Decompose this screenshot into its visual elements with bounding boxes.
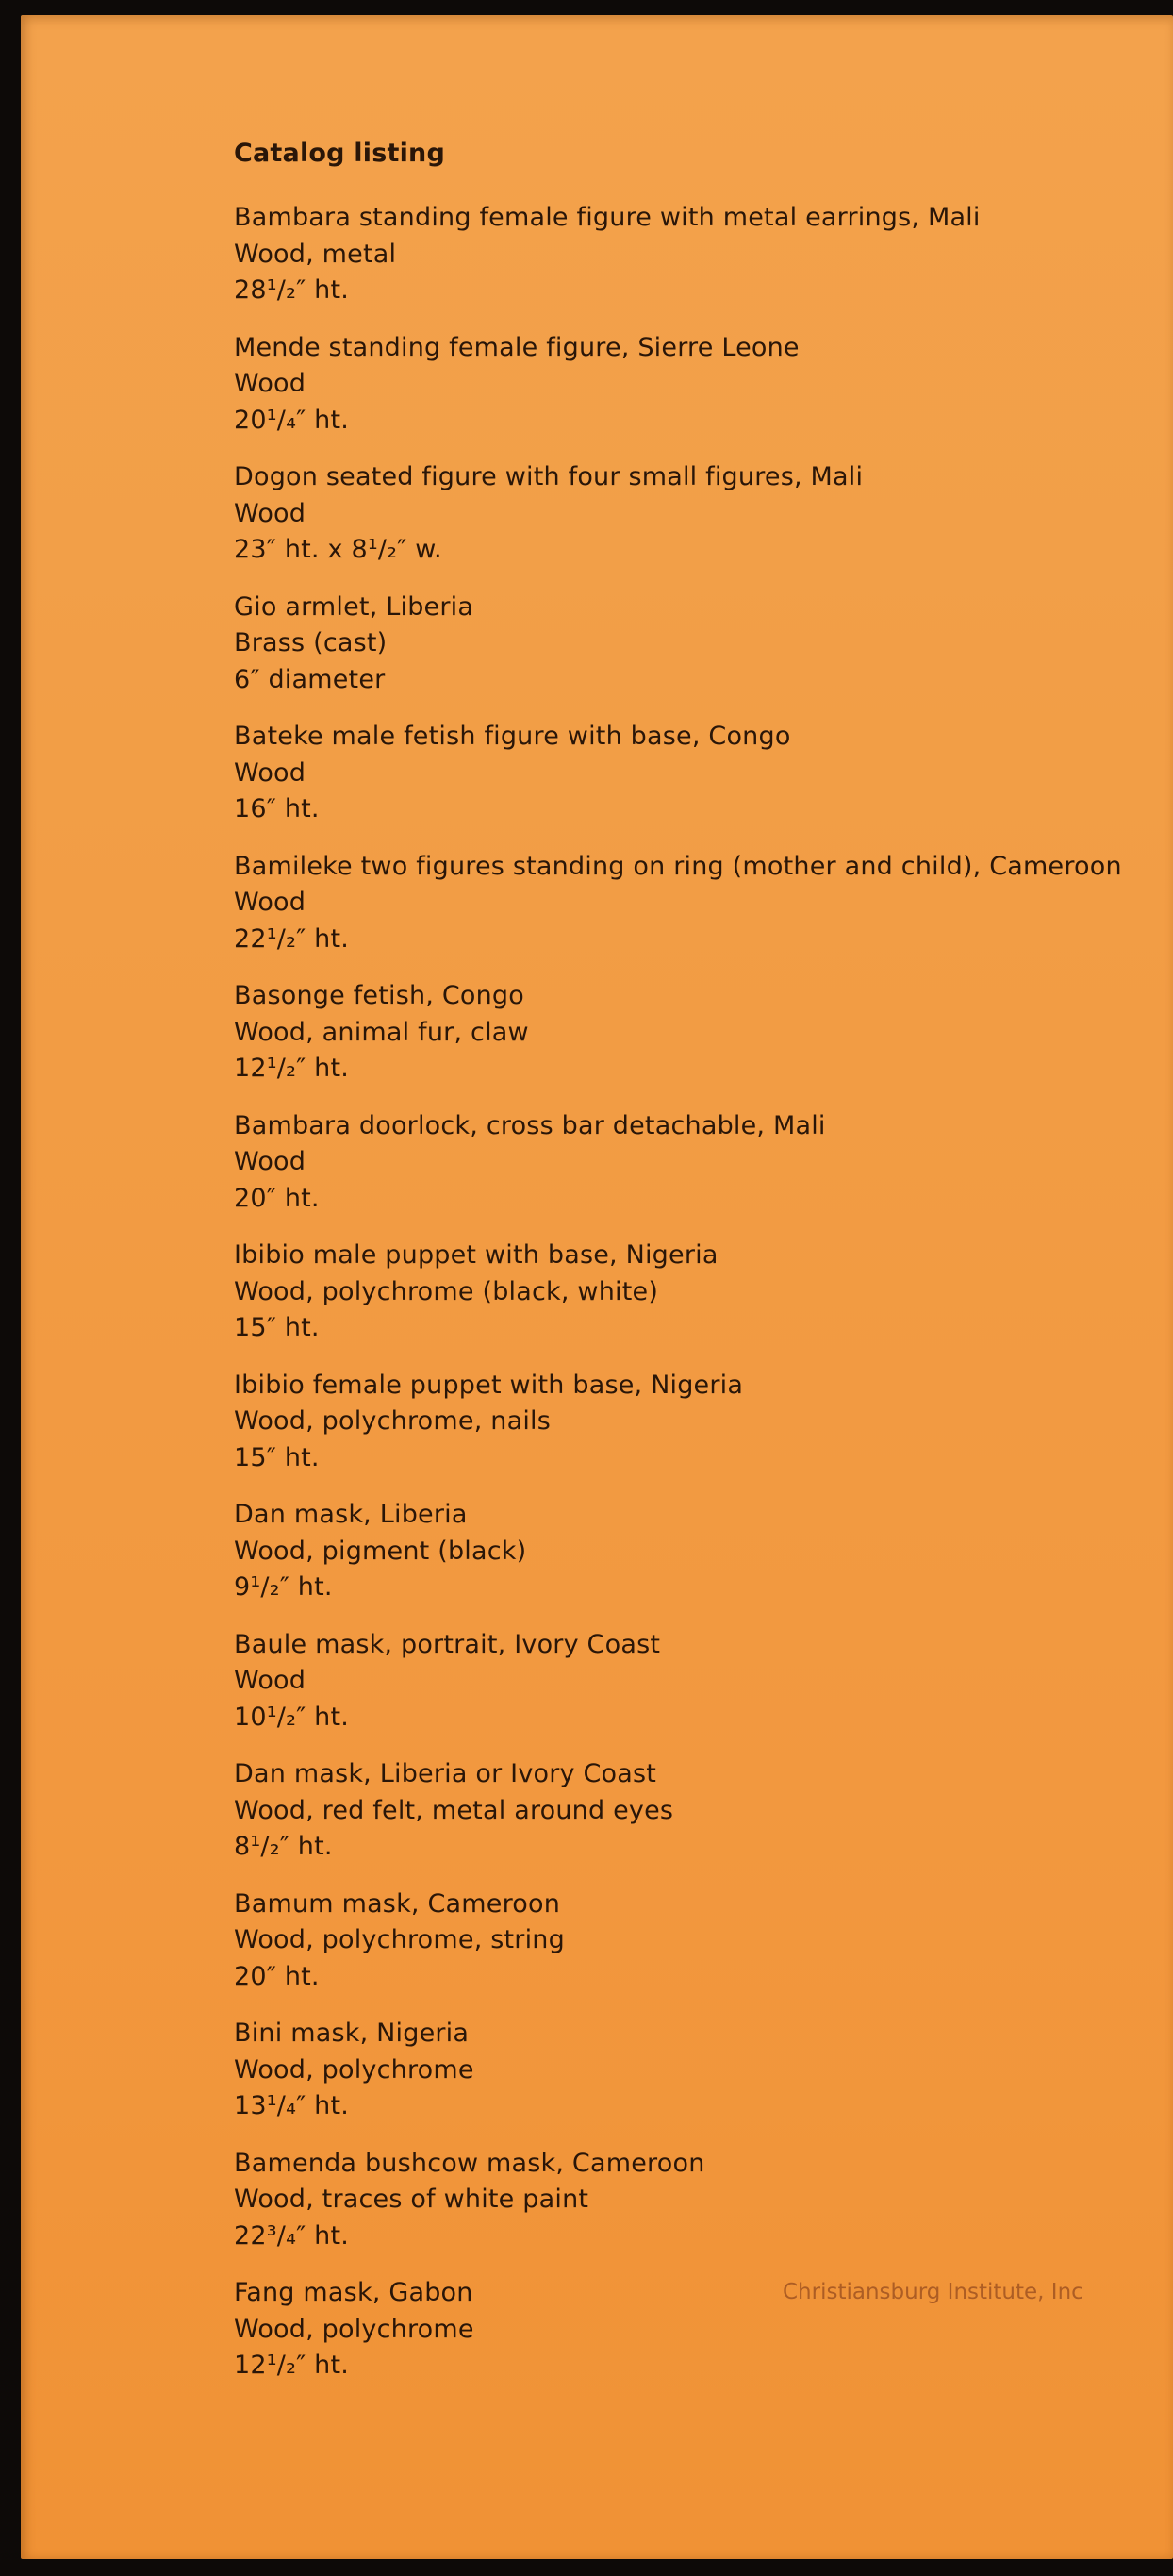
- entry-size: 20″ ht.: [234, 1961, 320, 1991]
- entry-material: Wood, polychrome: [234, 2054, 474, 2085]
- entry-size: 10¹/₂″ ht.: [234, 1702, 350, 1732]
- entry-name: Dogon seated figure with four small figures, Mali: [234, 462, 864, 491]
- catalog-entry: [234, 1627, 1173, 1737]
- entry-name: Basonge fetish, Congo: [234, 981, 524, 1010]
- catalog-entry: [234, 200, 1173, 309]
- catalog-entry: [234, 1108, 1173, 1218]
- entry-size: 6″ diameter: [234, 664, 386, 694]
- entry-material: Wood, red felt, metal around eyes: [234, 1795, 674, 1825]
- catalog-entry: [234, 1368, 1173, 1477]
- entry-name: Mende standing female figure, Sierre Leone: [234, 332, 800, 362]
- entry-material: Wood, animal fur, claw: [234, 1017, 529, 1047]
- catalog-entry: [234, 849, 1173, 958]
- catalog-entry: [234, 2016, 1173, 2125]
- entry-size: 23″ ht. x 8¹/₂″ w.: [234, 535, 442, 564]
- entry-name: Dan mask, Liberia or Ivory Coast: [234, 1759, 657, 1788]
- catalog-entry: [234, 2146, 1173, 2255]
- entry-material: Wood, polychrome, string: [234, 1925, 565, 1954]
- entry-size: 12¹/₂″ ht.: [234, 2351, 350, 2380]
- entry-material: Wood: [234, 1666, 306, 1695]
- entry-name: Bambara doorlock, cross bar detachable, Mali: [234, 1110, 826, 1140]
- entry-material: Wood, polychrome (black, white): [234, 1276, 659, 1306]
- catalog-entry: [234, 719, 1173, 828]
- entry-size: 16″ ht.: [234, 794, 320, 823]
- entry-name: Bateke male fetish figure with base, Congo: [234, 722, 791, 751]
- catalog-entry: [234, 978, 1173, 1088]
- entry-name: Dan mask, Liberia: [234, 1500, 468, 1529]
- entry-material: Wood: [234, 369, 306, 398]
- catalog-entry: [234, 1756, 1173, 1866]
- entry-name: Bamileke two figures standing on ring (mother and child), Cameroon: [234, 851, 1122, 881]
- catalog-entry: [234, 459, 1173, 569]
- entry-name: Bamenda bushcow mask, Cameroon: [234, 2148, 705, 2178]
- entry-size: 22³/₄″ ht.: [234, 2220, 350, 2251]
- catalog-title: Catalog listing: [234, 139, 445, 168]
- entry-material: Brass (cast): [234, 628, 388, 657]
- entry-name: Ibibio male puppet with base, Nigeria: [234, 1240, 719, 1270]
- entry-name: Fang mask, Gabon: [234, 2278, 473, 2307]
- entry-material: Wood, polychrome, nails: [234, 1406, 551, 1436]
- catalog-listing: [234, 136, 1173, 2405]
- entry-material: Wood, metal: [234, 239, 397, 269]
- entry-material: Wood: [234, 498, 306, 528]
- entry-name: Bambara standing female figure with metal earrings, Mali: [234, 203, 981, 232]
- entry-size: 12¹/₂″ ht.: [234, 1054, 350, 1083]
- entry-size: 22¹/₂″ ht.: [234, 923, 350, 954]
- catalog-entry: [234, 1497, 1173, 1606]
- entry-material: Wood: [234, 757, 306, 788]
- catalog-entry: [234, 330, 1173, 440]
- entry-size: 20¹/₄″ ht.: [234, 405, 350, 435]
- paper-sheet: [21, 15, 1173, 2559]
- entry-size: 20″ ht.: [234, 1183, 320, 1213]
- entry-material: Wood: [234, 888, 306, 917]
- catalog-entry: [234, 590, 1173, 699]
- watermark-credit: Christiansburg Institute, Inc: [783, 2280, 1083, 2304]
- catalog-entry: [234, 1238, 1173, 1347]
- entry-name: Bini mask, Nigeria: [234, 2019, 470, 2048]
- entry-material: Wood, pigment (black): [234, 1536, 527, 1566]
- catalog-entries: [234, 200, 1173, 2385]
- entry-size: 9¹/₂″ ht.: [234, 1572, 333, 1602]
- entry-name: Gio armlet, Liberia: [234, 591, 474, 622]
- entry-name: Bamum mask, Cameroon: [234, 1888, 561, 1919]
- entry-size: 8¹/₂″ ht.: [234, 1832, 333, 1861]
- entry-name: Ibibio female puppet with base, Nigeria: [234, 1370, 744, 1400]
- entry-material: Wood: [234, 1147, 306, 1176]
- entry-size: 15″ ht.: [234, 1442, 320, 1472]
- catalog-entry: [234, 1886, 1173, 1996]
- entry-size: 15″ ht.: [234, 1313, 320, 1342]
- entry-size: 28¹/₂″ ht.: [234, 275, 350, 305]
- entry-material: Wood, traces of white paint: [234, 2185, 589, 2214]
- entry-material: Wood, polychrome: [234, 2314, 474, 2344]
- entry-size: 13¹/₄″ ht.: [234, 2091, 350, 2120]
- entry-name: Baule mask, portrait, Ivory Coast: [234, 1629, 661, 1659]
